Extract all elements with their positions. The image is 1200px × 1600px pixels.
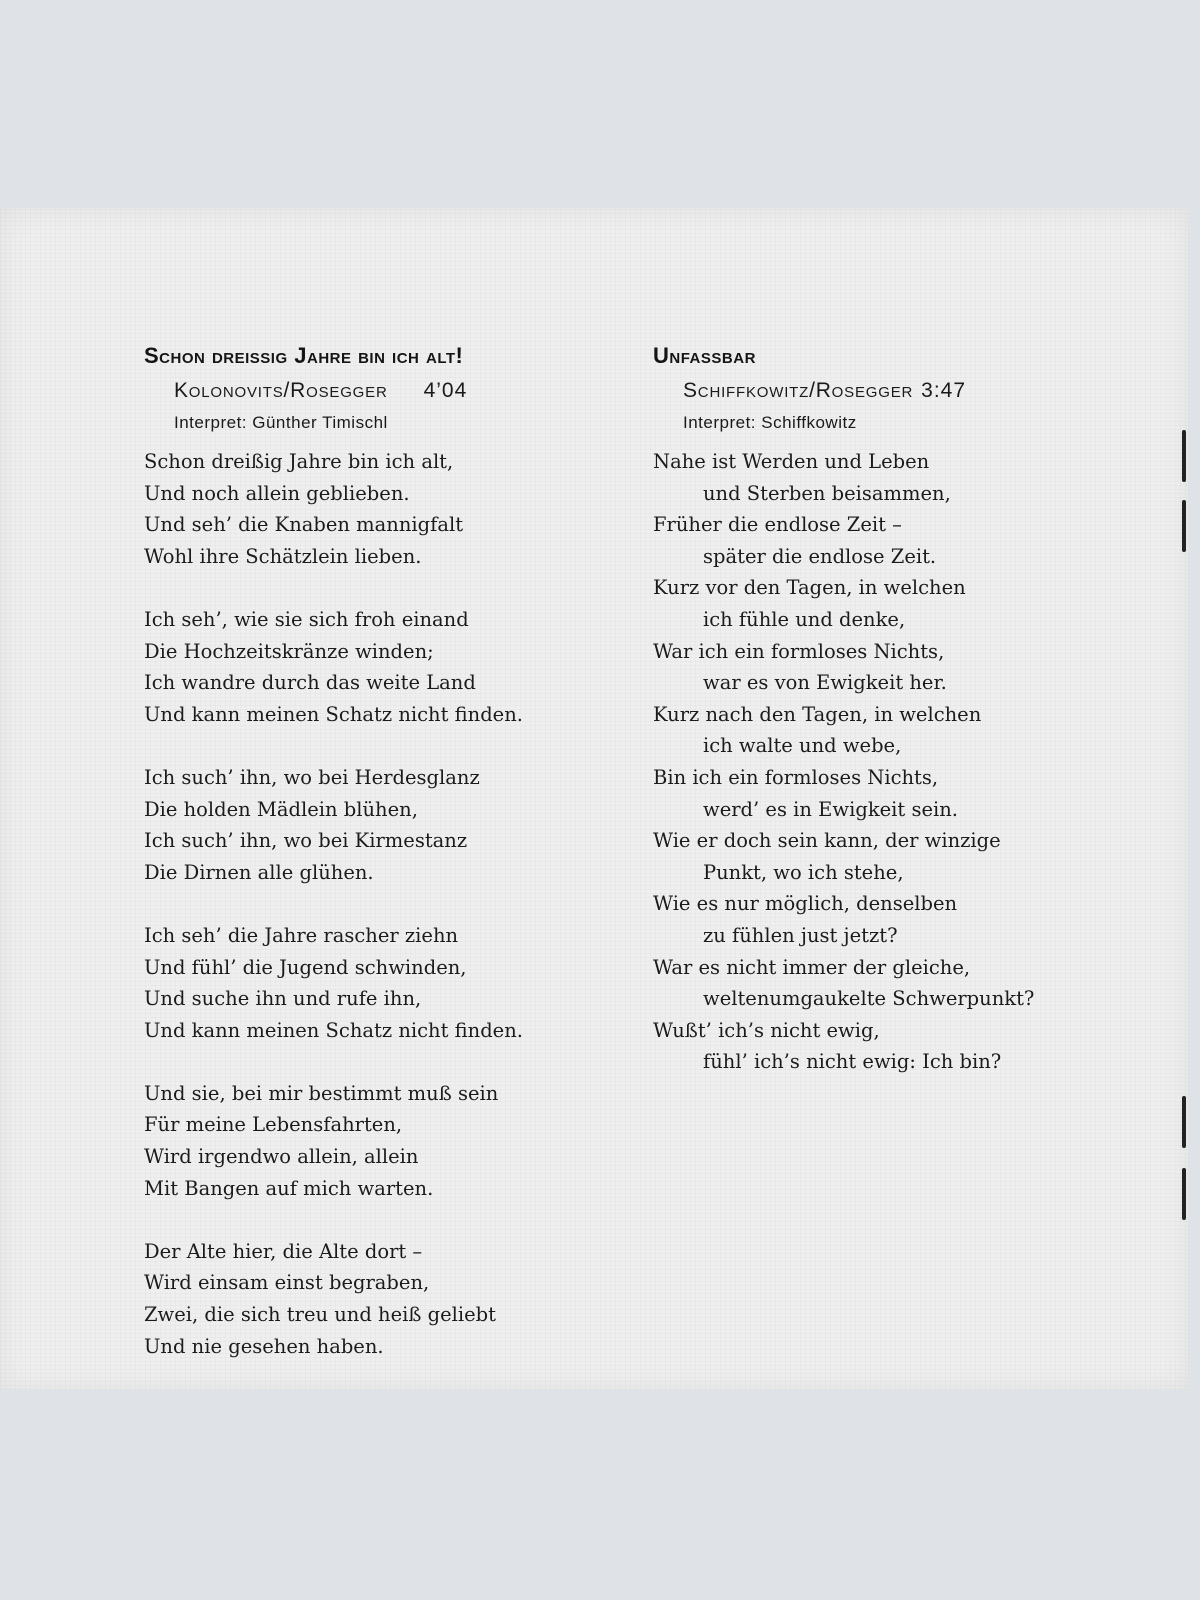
booklet-page — [0, 208, 1188, 1390]
lyric-line: Der Alte hier, die Alte dort – — [144, 1239, 423, 1263]
lyric-line: werd’ es in Ewigkeit sein. — [703, 797, 958, 821]
lyric-line: war es von Ewigkeit her. — [703, 671, 947, 695]
lyric-line: Und seh’ die Knaben mannigfalt — [144, 513, 464, 537]
lyric-line: War es nicht immer der gleiche, — [653, 955, 971, 979]
song-credits: Schiffkowitz/Rosegger — [683, 379, 914, 402]
lyric-line: Punkt, wo ich stehe, — [703, 860, 904, 884]
song-title: Schon dreissig Jahre bin ich alt! — [144, 343, 464, 368]
lyric-line: Kurz vor den Tagen, in welchen — [653, 576, 966, 600]
lyric-line: weltenumgaukelte Schwerpunkt? — [703, 987, 1035, 1011]
lyric-line: Die Dirnen alle glühen. — [144, 860, 374, 884]
lyric-line: zu fühlen just jetzt? — [703, 923, 898, 947]
stanza-gap — [144, 888, 624, 920]
lyric-line: Kurz nach den Tagen, in welchen — [653, 702, 982, 726]
lyric-line: Ich seh’, wie sie sich froh einand — [144, 607, 469, 631]
staple-mark — [1182, 1168, 1186, 1220]
lyric-line: ich fühle und denke, — [703, 607, 906, 631]
song-right — [653, 340, 1173, 1078]
lyric-line: Und kann meinen Schatz nicht finden. — [144, 1018, 523, 1042]
lyrics — [653, 446, 1173, 1078]
staple-mark — [1182, 430, 1186, 482]
lyric-line: später die endlose Zeit. — [703, 544, 937, 568]
lyric-line: Schon dreißig Jahre bin ich alt, — [144, 450, 454, 473]
song-credits: Kolonovits/Rosegger — [174, 379, 388, 402]
song-credits-row — [174, 372, 624, 410]
stanza — [144, 446, 624, 572]
lyrics — [144, 446, 624, 1362]
lyric-line: Ich such’ ihn, wo bei Herdesglanz — [144, 765, 480, 789]
song-duration: 3:47 — [921, 379, 967, 402]
lyric-line: ich walte und webe, — [703, 734, 902, 758]
song-interpret: Interpret: Schiffkowitz — [683, 413, 857, 432]
lyric-line: Und fühl’ die Jugend schwinden, — [144, 955, 467, 979]
stanza-gap — [144, 1204, 624, 1236]
lyric-line: Mit Bangen auf mich warten. — [144, 1176, 434, 1200]
lyric-line: Und suche ihn und rufe ihn, — [144, 987, 422, 1011]
lyric-line: Ich seh’ die Jahre rascher ziehn — [144, 923, 459, 947]
staple-mark — [1182, 500, 1186, 552]
lyric-line: Die Hochzeitskränze winden; — [144, 639, 434, 663]
stanza — [144, 1236, 624, 1362]
stanza — [144, 920, 624, 1046]
lyric-line: Und kann meinen Schatz nicht finden. — [144, 702, 523, 726]
lyric-line: Und nie gesehen haben. — [144, 1334, 384, 1358]
lyric-line: Bin ich ein formloses Nichts, — [653, 765, 939, 789]
stanza — [144, 762, 624, 888]
lyric-line: Wie es nur möglich, denselben — [653, 892, 958, 916]
lyric-line: Und noch allein geblieben. — [144, 481, 410, 505]
lyric-line: Ich wandre durch das weite Land — [144, 671, 476, 695]
lyric-line: Nahe ist Werden und Leben — [653, 450, 930, 473]
stanza — [144, 1078, 624, 1204]
lyric-line: Wußt’ ich’s nicht ewig, — [653, 1018, 880, 1042]
staple-mark — [1182, 1096, 1186, 1148]
stanza-gap — [144, 572, 624, 604]
song-interpret: Interpret: Günther Timischl — [174, 413, 388, 432]
song-credits-row — [683, 372, 1173, 410]
song-left — [144, 340, 624, 1362]
lyric-line: fühl’ ich’s nicht ewig: Ich bin? — [703, 1050, 1002, 1074]
lyric-line: Für meine Lebensfahrten, — [144, 1113, 403, 1137]
lyric-line: Zwei, die sich treu und heiß geliebt — [144, 1303, 496, 1327]
song-duration: 4’04 — [423, 379, 468, 402]
lyric-line: Die holden Mädlein blühen, — [144, 797, 418, 821]
lyric-line: Früher die endlose Zeit – — [653, 513, 902, 537]
lyric-line: Wird einsam einst begraben, — [144, 1271, 430, 1295]
stanza-gap — [144, 1046, 624, 1078]
stanza-gap — [144, 730, 624, 762]
lyric-line: War ich ein formloses Nichts, — [653, 639, 945, 663]
lyric-line: und Sterben beisammen, — [703, 481, 951, 505]
song-title: Unfassbar — [653, 343, 756, 368]
stanza — [144, 604, 624, 730]
lyric-line: Und sie, bei mir bestimmt muß sein — [144, 1081, 499, 1105]
lyric-line: Wohl ihre Schätzlein lieben. — [144, 544, 422, 568]
lyric-line: Ich such’ ihn, wo bei Kirmestanz — [144, 829, 468, 853]
lyric-line: Wird irgendwo allein, allein — [144, 1145, 419, 1169]
lyric-line: Wie er doch sein kann, der winzige — [653, 829, 1001, 853]
